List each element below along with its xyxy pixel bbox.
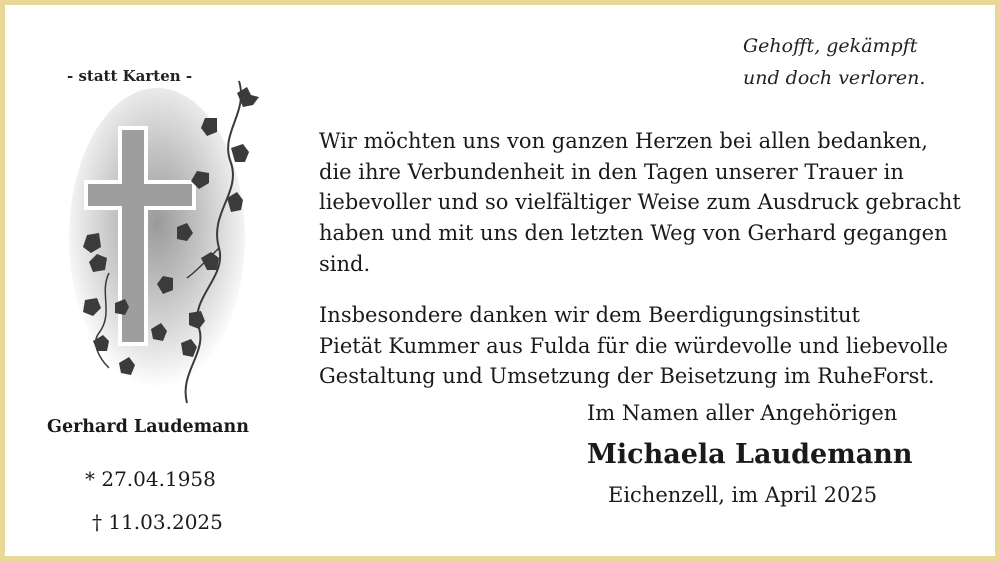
paragraph-line: Insbesondere danken wir dem Beerdigungsinstitut: [319, 303, 860, 327]
paragraph-line: haben und mit uns den letzten Weg von Gerhard gegangen: [319, 221, 948, 246]
paragraph-line: Wir möchten uns von ganzen Herzen bei allen bedanken,: [319, 129, 928, 153]
motto-line: Gehofft, gekämpft: [743, 35, 918, 57]
paragraph-line: Pietät Kummer aus Fulda für die würdevolle und liebevolle: [319, 333, 949, 358]
thank-you-paragraph: [319, 126, 979, 280]
cross-ivy-icon: [69, 73, 259, 408]
deceased-name: Gerhard Laudemann: [47, 417, 249, 437]
paragraph-line: Gestaltung und Umsetzung der Beisetzung im RuheForst.: [319, 364, 935, 389]
paragraph-line: sind.: [319, 251, 371, 276]
place-date: Eichenzell, im April 2025: [608, 483, 878, 507]
on-behalf-line: Im Namen aller Angehörigen: [587, 401, 898, 425]
paragraph-line: die ihre Verbundenheit in den Tagen unserer Trauer in: [319, 159, 904, 184]
statt-karten-label: - statt Karten -: [67, 67, 193, 85]
motto-line: und doch verloren.: [743, 67, 926, 89]
death-date: † 11.03.2025: [92, 510, 223, 534]
signer-name: Michaela Laudemann: [587, 439, 913, 470]
paragraph-line: liebevoller und so vielfältiger Weise zum Ausdruck gebracht: [319, 190, 961, 215]
birth-date: * 27.04.1958: [85, 467, 216, 491]
funeral-home-paragraph: [319, 300, 979, 392]
